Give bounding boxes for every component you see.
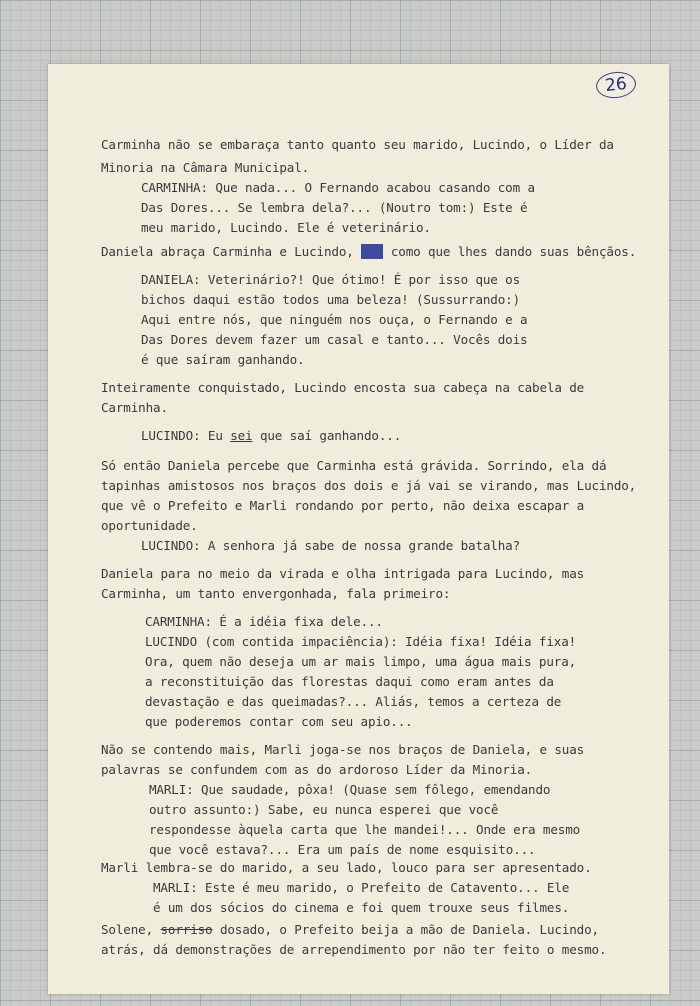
dialogue-line: DANIELA: Veterinário?! Que ótimo! É por isso que os [141, 272, 521, 287]
text-line: que vê o Prefeito e Marli rondando por perto, não deixa escapar a [101, 498, 585, 513]
dialogue-line: é que saíram ganhando. [141, 352, 305, 367]
text-line: Carminha. [101, 400, 168, 415]
text-segment: que saí ganhando... [259, 428, 402, 443]
dialogue-line: bichos daqui estão todos uma beleza! (Sussurrando:) [141, 292, 521, 307]
dialogue-line: outro assunto:) Sabe, eu nunca esperei que você [149, 802, 499, 817]
text-line: Carminha não se embaraça tanto quanto seu marido, Lucindo, o Líder da [101, 137, 614, 152]
dialogue-line: Aqui entre nós, que ninguém nos ouça, o Fernando e a [141, 312, 528, 327]
page-number: 26 [595, 70, 637, 100]
text-line [101, 244, 636, 259]
struck-word: sorriso [160, 922, 213, 937]
text-line: Marli lembra-se do marido, a seu lado, louco para ser apresentado. [101, 860, 592, 875]
dialogue-line: que poderemos contar com seu apio... [145, 714, 413, 729]
dialogue-line: meu marido, Lucindo. Ele é veterinário. [141, 220, 431, 235]
dialogue-line: MARLI: Que saudade, pôxa! (Quase sem fôlego, emendando [149, 782, 551, 797]
text-segment: dosado, o Prefeito beija a mão de Daniela. Lucindo, [219, 922, 599, 937]
dialogue-line: a reconstituição das florestas daqui como eram antes da [145, 674, 554, 689]
dialogue-line: LUCINDO: A senhora já sabe de nossa grande batalha? [141, 538, 521, 553]
text-line: Minoria na Câmara Municipal. [101, 160, 310, 175]
text-line: Só então Daniela percebe que Carminha está grávida. Sorrindo, ela dá [101, 458, 607, 473]
dialogue-line: LUCINDO (com contida impaciência): Idéia fixa! Idéia fixa! [145, 634, 577, 649]
dialogue-line: respondesse àquela carta que lhe mandei!... Onde era mesmo [149, 822, 581, 837]
text-line: Não se contendo mais, Marli joga-se nos braços de Daniela, e suas [101, 742, 585, 757]
underlined-word: sei [230, 428, 253, 443]
dialogue-line: MARLI: Este é meu marido, o Prefeito de Cataventо... Ele [153, 880, 570, 895]
text-line: atrás, dá demonstrações de arrependimento por não ter feito o mesmo. [101, 942, 607, 957]
text-line: Inteiramente conquistado, Lucindo encosta sua cabeça na cabela de [101, 380, 585, 395]
dialogue-line: CARMINHA: É a idéia fixa dele... [145, 614, 383, 629]
ink-marked-word: mas [361, 244, 384, 259]
text-segment: Solene, [101, 922, 154, 937]
text-line [101, 922, 599, 937]
text-segment: LUCINDO: Eu [141, 428, 223, 443]
dialogue-line: Ora, quem não deseja um ar mais limpo, uma água mais pura, [145, 654, 577, 669]
dialogue-line [141, 428, 401, 443]
dialogue-line: que você estava?... Era um país de nome esquisito... [149, 842, 536, 857]
text-line: palavras se confundem com as do ardoroso Líder da Minoria. [101, 762, 533, 777]
text-segment: Daniela abraça Carminha e Lucindo, [101, 244, 354, 259]
dialogue-line: CARMINHA: Que nada... O Fernando acabou casando com a [141, 180, 535, 195]
dialogue-line: é um dos sócios do cinema e foi quem trouxe seus filmes. [153, 900, 570, 915]
dialogue-line: Das Dores... Se lembra dela?... (Noutro tom:) Este é [141, 200, 528, 215]
text-line: Carminha, um tanto envergonhada, fala primeiro: [101, 586, 451, 601]
dialogue-line: devastação e das queimadas?... Aliás, temos a certeza de [145, 694, 562, 709]
dialogue-line: Das Dores devem fazer um casal e tanto... Vocês dois [141, 332, 528, 347]
text-line: tapinhas amistosos nos braços dos dois e já vai se virando, mas Lucindo, [101, 478, 637, 493]
text-line: Daniela para no meio da virada e olha intrigada para Lucindo, mas [101, 566, 585, 581]
text-line: oportunidade. [101, 518, 198, 533]
text-segment: como que lhes dando suas bênçãos. [390, 244, 637, 259]
